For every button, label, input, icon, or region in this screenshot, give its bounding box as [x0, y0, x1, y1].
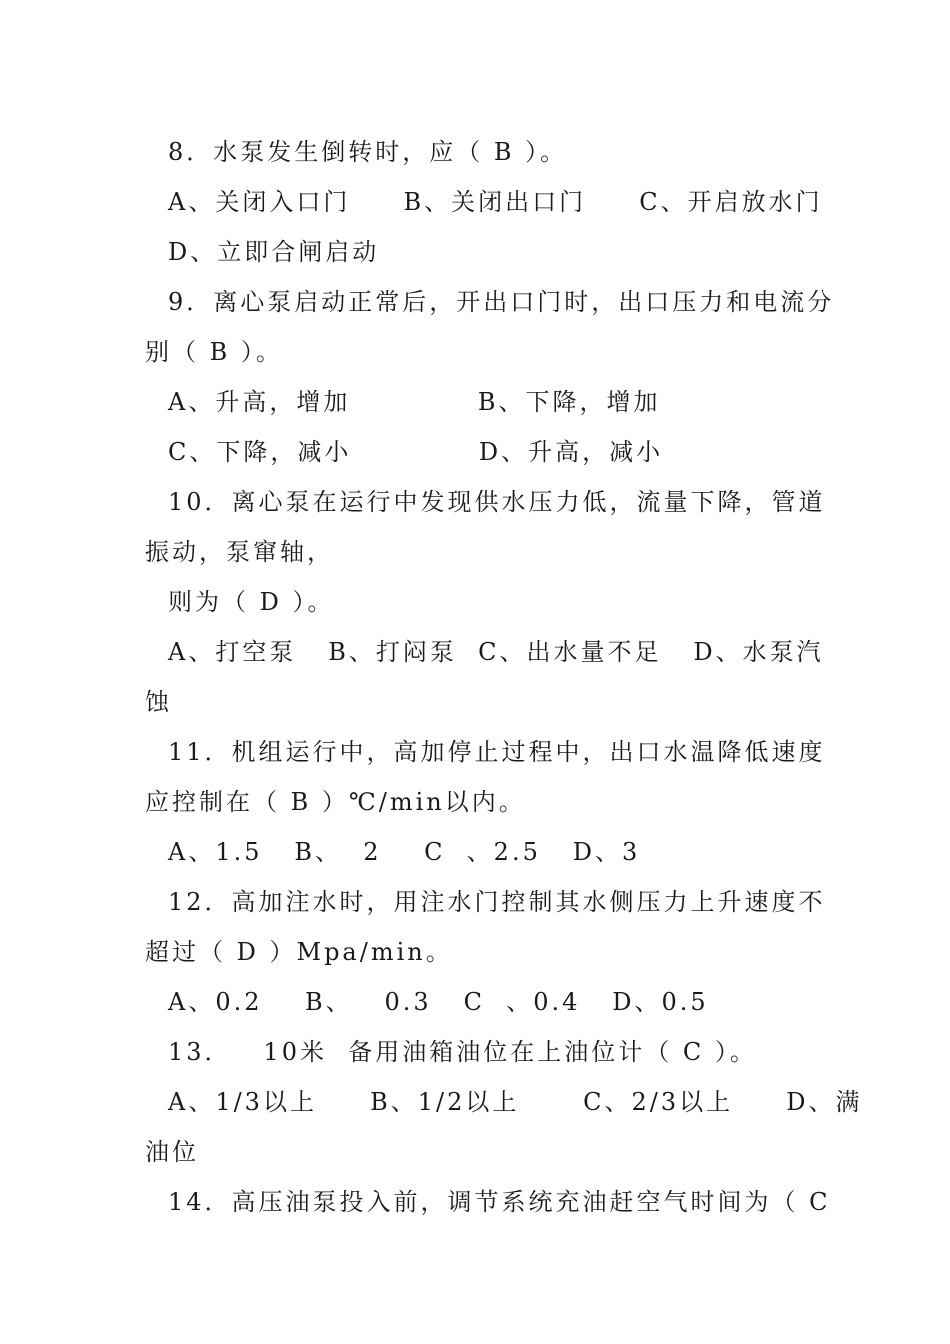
q11-text: 11．机组运行中，高加停止过程中，出口水温降低速度	[168, 738, 826, 766]
q13-options: A、1/3以上 B、1/2以上 C、2/3以上 D、满	[168, 1088, 863, 1116]
q10-text-cont2: 则为（ D ）。	[168, 588, 335, 616]
q11-text-cont: 应控制在（ B ）℃/min以内。	[145, 788, 526, 816]
q9-options-ab: A、升高，增加 B、下降，增加	[168, 388, 661, 416]
q9-text: 9．离心泵启动正常后，开出口门时，出口压力和电流分	[168, 288, 835, 316]
q10-text-cont: 振动，泵窜轴，	[145, 538, 334, 566]
q13-text: 13． 10米 备用油箱油位在上油位计（ C ）。	[168, 1038, 757, 1066]
q9-options-cd: C、下降，减小 D、升高，减小	[168, 438, 664, 466]
q8-text: 8．水泵发生倒转时，应（ B ）。	[168, 138, 568, 166]
q10-text: 10．离心泵在运行中发现供水压力低，流量下降，管道	[168, 488, 826, 516]
q13-options-cont: 油位	[145, 1138, 199, 1166]
q12-text: 12．高加注水时，用注水门控制其水侧压力上升速度不	[168, 888, 826, 916]
q8-options-abc: A、关闭入口门 B、关闭出口门 C、开启放水门	[168, 188, 823, 216]
q10-options-cont: 蚀	[145, 688, 172, 716]
q11-options: A、1.5 B、 2 C 、2.5 D、3	[168, 838, 641, 866]
q14-text: 14．高压油泵投入前，调节系统充油赶空气时间为（ C	[168, 1188, 831, 1216]
q12-options: A、0.2 B、 0.3 C 、0.4 D、0.5	[168, 988, 709, 1016]
q10-options: A、打空泵 B、打闷泵 C、出水量不足 D、水泵汽	[168, 638, 824, 666]
q12-text-cont: 超过（ D ）Mpa/min。	[145, 938, 453, 966]
q9-text-cont: 别（ B ）。	[145, 338, 283, 366]
q8-option-d: D、立即合闸启动	[168, 238, 380, 266]
